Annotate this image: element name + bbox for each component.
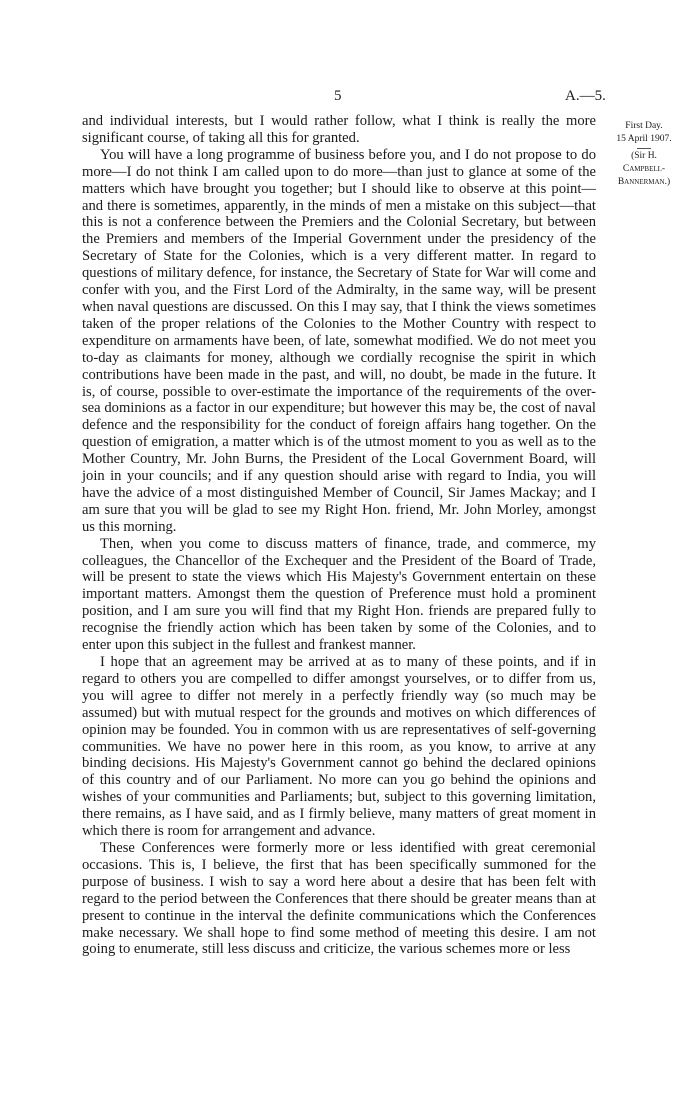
- margin-speaker-line2: Bannerman.): [617, 177, 671, 187]
- paragraph-1: and individual interests, but I would rather follow, what I think is really the more significant course, of taking all this for granted.: [82, 113, 596, 146]
- paragraph-4: I hope that an agreement may be arrived at as to many of these points, and if in regard to others you are compelled to differ amongst yourselves, or to differ from us, you will agree to differ not merely in a perfectly friendly way (so much may be assumed) but with mutual respect for the grounds and motives on which differences of opinion may be founded. You in common with us are representatives of self-governing communities. We have no power here in this room, as you know, to arrive at any binding decisions. His Majesty's Government cannot go behind the declared opinions of this country and of our Parliament. No more can you go behind the opinions and wishes of your communities and Parliaments; but, subject to this governing limitation, there remains, as I have said, and as I firmly believe, many matters of great moment in which there is room for arrangement and advance.: [82, 654, 596, 840]
- margin-speaker-open: (Sir H.: [631, 151, 657, 161]
- paragraph-2: You will have a long programme of business before you, and I do not propose to do more—I do not think I am called upon to do more—than just to glance at some of the matters which have brought you together; but I should like to observe at this point—and there is sometimes, apparently, in the minds of men a mistake on this subject—that this is not a conference between the Premiers and the Colonial Secretary, but between the Premiers and members of the Imperial Government under the presidency of the Secretary of State for the Colonies, which is a very different matter. In regard to questions of military defence, for instance, the Secretary of State for War will come and confer with you, and the First Lord of the Admiralty, in the same way, will be present when naval questions are discussed. On this I may say, that I think the views sometimes taken of the proper relations of the Colonies to the Mother Country with respect to expenditure on armaments have been, of late, somewhat modified. We do not meet you to-day as claimants for money, although we cordially recognise the spirit in which contributions have been made in the past, and will, no doubt, be made in the future. It is, of course, possible to over-estimate the importance of the requirements of the over-sea dominions as a factor in our expenditure; but however this may be, the cost of naval defence and the responsibility for the conduct of foreign affairs hang together. On the question of emigration, a matter which is of the utmost moment to you as well as to the Mother Country, Mr. John Burns, the President of the Local Government Board, will join in your councils; and if any question should arise with regard to India, you will have the advice of a most distinguished Member of Council, Sir James Mackay; and I am sure that you will be glad to see my Right Hon. friend, Mr. John Morley, amongst us this morning.: [82, 146, 596, 535]
- margin-divider: [637, 148, 651, 149]
- document-reference: A.—5.: [565, 88, 606, 104]
- page-header: [0, 88, 700, 108]
- margin-date: 15 April 1907.: [616, 134, 672, 144]
- margin-speaker-line1: Campbell-: [622, 164, 666, 174]
- paragraph-5: These Conferences were formerly more or less identified with great ceremonial occasions. This is, I believe, the first that has been specifically summoned for the purpose of business. I wish to say a word here about a desire that has been felt with regard to the period between the Conferences that there should be greater means than at present to continue in the interval the definite communications which the Conferences make necessary. We shall hope to find some method of meeting this desire. I am not going to enumerate, still less discuss and criticize, the various schemes more or less: [82, 839, 596, 958]
- margin-note: [598, 120, 690, 189]
- paragraph-3: Then, when you come to discuss matters of finance, trade, and commerce, my colleagues, the Chancellor of the Exchequer and the President of the Board of Trade, will be present to state the views which His Majesty's Government entertain on these important matters. Amongst them the question of Preference must hold a prominent position, and I am sure you will find that my Right Hon. friends are prepared fully to recognise the friendly action which has been taken by some of the Colonies, and to enter upon this subject in the fullest and frankest manner.: [82, 535, 596, 654]
- margin-day: First Day.: [625, 121, 663, 131]
- body-text: [82, 113, 596, 958]
- page-number: 5: [334, 88, 342, 104]
